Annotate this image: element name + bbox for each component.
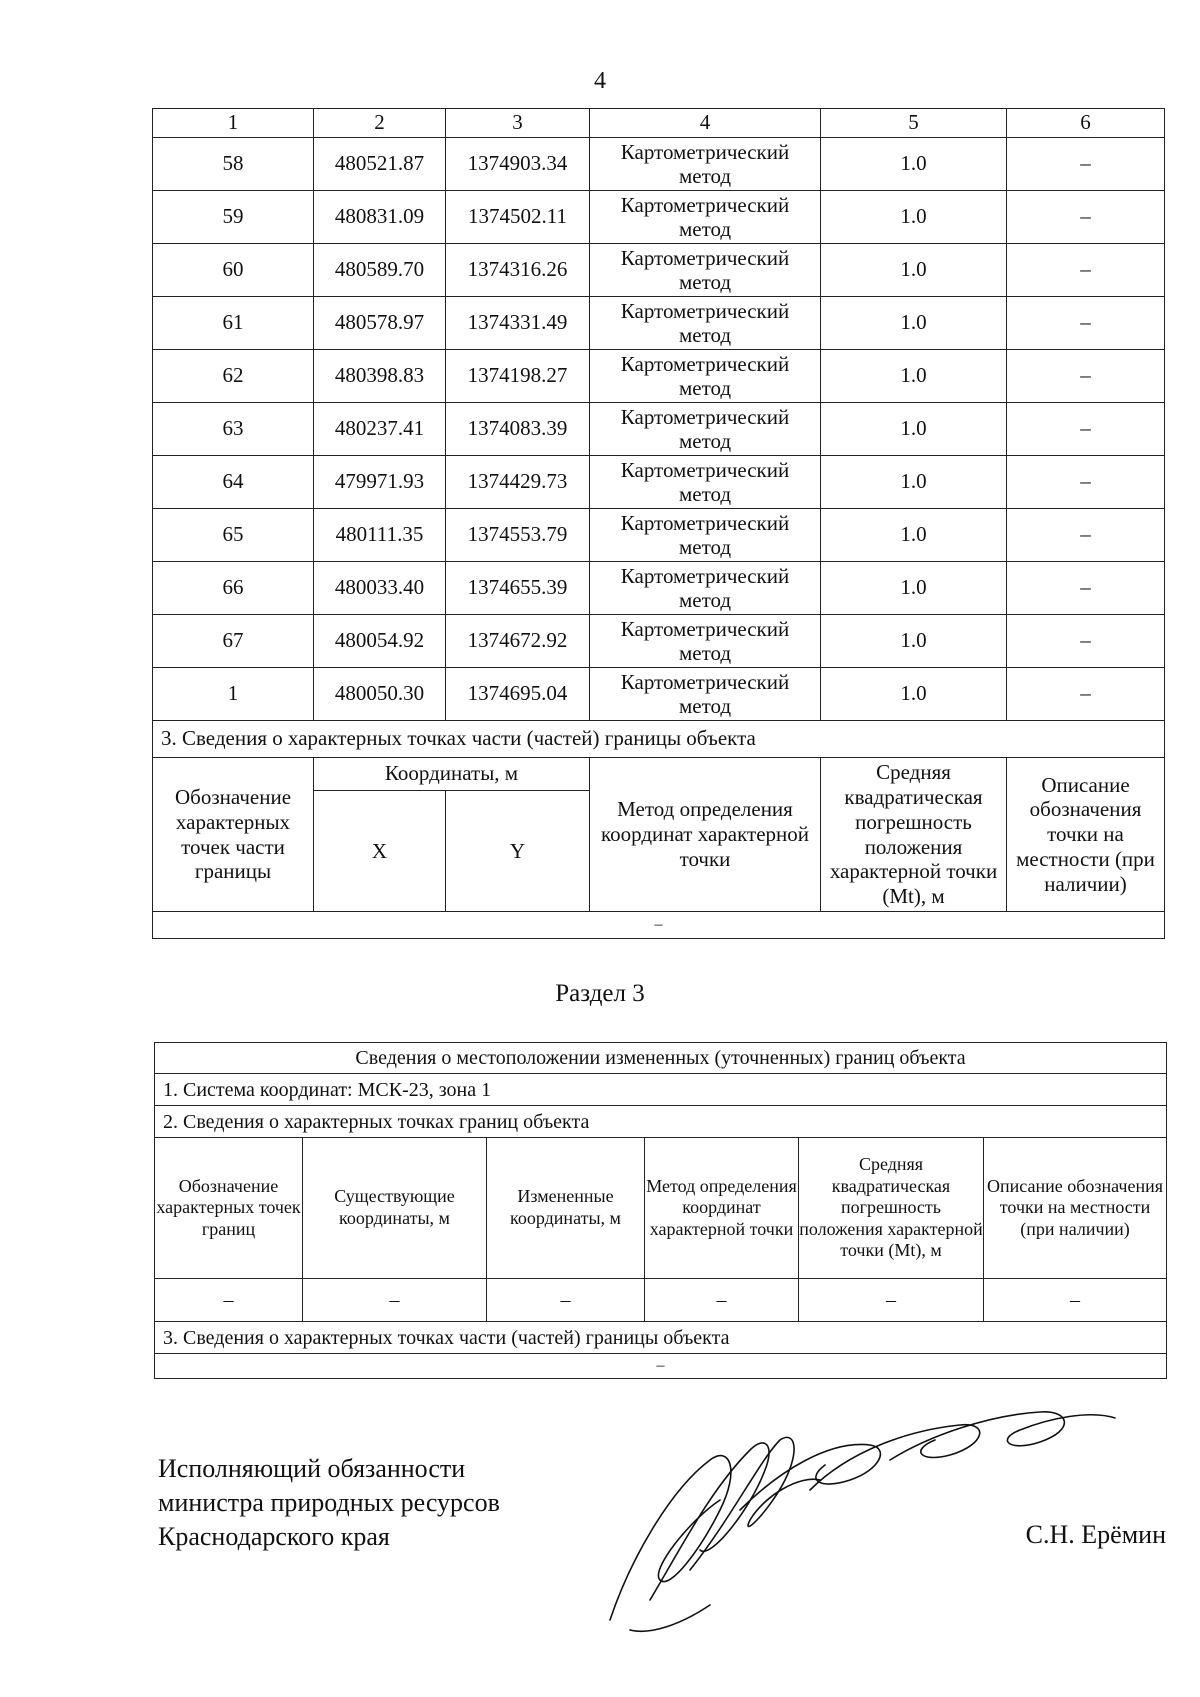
coord-system: 1. Система координат: МСК-23, зона 1 (155, 1074, 1167, 1106)
coord-y: 1374083.39 (446, 403, 590, 456)
error: 1.0 (821, 509, 1007, 562)
coord-y: 1374331.49 (446, 297, 590, 350)
method-line-2: метод (678, 588, 732, 612)
header-y: Y (446, 791, 590, 912)
t2-header-changed: Измененные координаты, м (487, 1138, 645, 1279)
table-row (153, 403, 1165, 456)
method (590, 191, 821, 244)
point-number: 62 (153, 350, 314, 403)
table-row (153, 562, 1165, 615)
dash-cell: – (645, 1279, 799, 1322)
dash-cell: – (799, 1279, 984, 1322)
coord-x: 480111.35 (314, 509, 446, 562)
coord-x: 480521.87 (314, 138, 446, 191)
coord-system-row (155, 1074, 1167, 1106)
point-number: 66 (153, 562, 314, 615)
col-num-2: 2 (314, 109, 446, 138)
t2-header-error: Средняя квадратическая погрешность положения характерной точки (Mt), м (799, 1138, 984, 1279)
header-points: Обозначение характерных точек части границы (153, 758, 314, 912)
error: 1.0 (821, 668, 1007, 721)
parts-empty-row (153, 912, 1165, 939)
method-line-2: метод (678, 323, 732, 347)
dash-cell: – (984, 1279, 1167, 1322)
method-line-2: метод (678, 429, 732, 453)
method (590, 244, 821, 297)
signatory-line-1: Исполняющий обязанности (158, 1454, 466, 1483)
table-row (153, 191, 1165, 244)
description: – (1007, 562, 1165, 615)
table-row (153, 615, 1165, 668)
coord-y: 1374672.92 (446, 615, 590, 668)
point-number: 60 (153, 244, 314, 297)
method (590, 668, 821, 721)
method-line-1: Картометрический (620, 246, 790, 270)
method-line-1: Картометрический (620, 617, 790, 641)
method-line-2: метод (678, 641, 732, 665)
coord-x: 480578.97 (314, 297, 446, 350)
coord-x: 480054.92 (314, 615, 446, 668)
col-num-5: 5 (821, 109, 1007, 138)
point-number: 65 (153, 509, 314, 562)
column-number-row (153, 109, 1165, 138)
method (590, 403, 821, 456)
t2-header-existing: Существующие координаты, м (303, 1138, 487, 1279)
description: – (1007, 668, 1165, 721)
method (590, 509, 821, 562)
point-number: 58 (153, 138, 314, 191)
t2-header-description: Описание обозначения точки на местности (при наличии) (984, 1138, 1167, 1279)
col-num-4: 4 (590, 109, 821, 138)
section-heading: Раздел 3 (555, 980, 645, 1007)
t2-parts-title: 3. Сведения о характерных точках части (частей) границы объекта (155, 1322, 1167, 1354)
description: – (1007, 509, 1165, 562)
error: 1.0 (821, 244, 1007, 297)
method-line-2: метод (678, 535, 732, 559)
method (590, 456, 821, 509)
parts-header-row-1 (153, 758, 1165, 791)
coord-y: 1374198.27 (446, 350, 590, 403)
signatory-name: С.Н. Ерёмин (1025, 1520, 1166, 1549)
method (590, 138, 821, 191)
points-title-row (155, 1106, 1167, 1138)
t2-parts-empty-row (155, 1354, 1167, 1379)
method (590, 615, 821, 668)
method (590, 350, 821, 403)
method-line-2: метод (678, 482, 732, 506)
method-line-1: Картометрический (620, 405, 790, 429)
dash-cell: – (155, 1279, 303, 1322)
method-line-1: Картометрический (620, 299, 790, 323)
method-line-1: Картометрический (620, 140, 790, 164)
method-line-1: Картометрический (620, 352, 790, 376)
coord-y: 1374655.39 (446, 562, 590, 615)
description: – (1007, 191, 1165, 244)
coord-y: 1374429.73 (446, 456, 590, 509)
changed-boundaries-table (154, 1042, 1167, 1379)
col-num-6: 6 (1007, 109, 1165, 138)
page-number: 4 (594, 68, 606, 94)
error: 1.0 (821, 297, 1007, 350)
signatory-line-3: Краснодарского края (158, 1522, 390, 1551)
boundary-points-table (152, 108, 1165, 939)
coord-y: 1374903.34 (446, 138, 590, 191)
description: – (1007, 615, 1165, 668)
method-line-1: Картометрический (620, 670, 790, 694)
point-number: 67 (153, 615, 314, 668)
method-line-2: метод (678, 376, 732, 400)
header-description: Описание обозначения точки на местности (при наличии) (1007, 758, 1165, 912)
coord-y: 1374502.11 (446, 191, 590, 244)
table2-dash-row (155, 1279, 1167, 1322)
coord-x: 480589.70 (314, 244, 446, 297)
signatory-position (158, 1452, 500, 1554)
description: – (1007, 350, 1165, 403)
error: 1.0 (821, 403, 1007, 456)
coord-x: 480033.40 (314, 562, 446, 615)
coord-x: 480237.41 (314, 403, 446, 456)
table-row (153, 138, 1165, 191)
method-line-2: метод (678, 164, 732, 188)
method-line-2: метод (678, 694, 732, 718)
table2-title-row (155, 1043, 1167, 1074)
method-line-1: Картометрический (620, 511, 790, 535)
error: 1.0 (821, 138, 1007, 191)
header-coords: Координаты, м (314, 758, 590, 791)
method (590, 297, 821, 350)
coord-x: 479971.93 (314, 456, 446, 509)
point-number: 59 (153, 191, 314, 244)
table-row (153, 668, 1165, 721)
col-num-3: 3 (446, 109, 590, 138)
coord-y: 1374316.26 (446, 244, 590, 297)
description: – (1007, 297, 1165, 350)
error: 1.0 (821, 615, 1007, 668)
table-row (153, 456, 1165, 509)
error: 1.0 (821, 562, 1007, 615)
error: 1.0 (821, 350, 1007, 403)
coord-y: 1374695.04 (446, 668, 590, 721)
table-row (153, 297, 1165, 350)
table2-title: Сведения о местоположении измененных (уточненных) границ объекта (155, 1043, 1167, 1074)
method-line-1: Картометрический (620, 458, 790, 482)
dash-cell: – (303, 1279, 487, 1322)
method-line-2: метод (678, 270, 732, 294)
error: 1.0 (821, 456, 1007, 509)
table2-header-row (155, 1138, 1167, 1279)
point-number: 63 (153, 403, 314, 456)
description: – (1007, 456, 1165, 509)
coord-y: 1374553.79 (446, 509, 590, 562)
method-line-1: Картометрический (620, 564, 790, 588)
t2-header-method: Метод определения координат характерной точки (645, 1138, 799, 1279)
table-row (153, 350, 1165, 403)
header-x: X (314, 791, 446, 912)
description: – (1007, 244, 1165, 297)
coord-x: 480398.83 (314, 350, 446, 403)
signatory-line-2: министра природных ресурсов (158, 1488, 500, 1517)
point-number: 1 (153, 668, 314, 721)
col-num-1: 1 (153, 109, 314, 138)
method (590, 562, 821, 615)
parts-section-title: 3. Сведения о характерных точках части (частей) границы объекта (153, 721, 1165, 758)
coord-x: 480831.09 (314, 191, 446, 244)
header-error: Средняя квадратическая погрешность положения характерной точки (Mt), м (821, 758, 1007, 912)
t2-parts-title-row (155, 1322, 1167, 1354)
method-line-2: метод (678, 217, 732, 241)
header-method: Метод определения координат характерной точки (590, 758, 821, 912)
t2-parts-empty: – (155, 1354, 1167, 1379)
t2-header-points: Обозначение характерных точек границ (155, 1138, 303, 1279)
coord-x: 480050.30 (314, 668, 446, 721)
point-number: 61 (153, 297, 314, 350)
table-row (153, 244, 1165, 297)
parts-section-row (153, 721, 1165, 758)
parts-empty-cell: – (153, 912, 1165, 939)
method-line-1: Картометрический (620, 193, 790, 217)
points-title: 2. Сведения о характерных точках границ объекта (155, 1106, 1167, 1138)
dash-cell: – (487, 1279, 645, 1322)
point-number: 64 (153, 456, 314, 509)
description: – (1007, 138, 1165, 191)
error: 1.0 (821, 191, 1007, 244)
description: – (1007, 403, 1165, 456)
table-row (153, 509, 1165, 562)
